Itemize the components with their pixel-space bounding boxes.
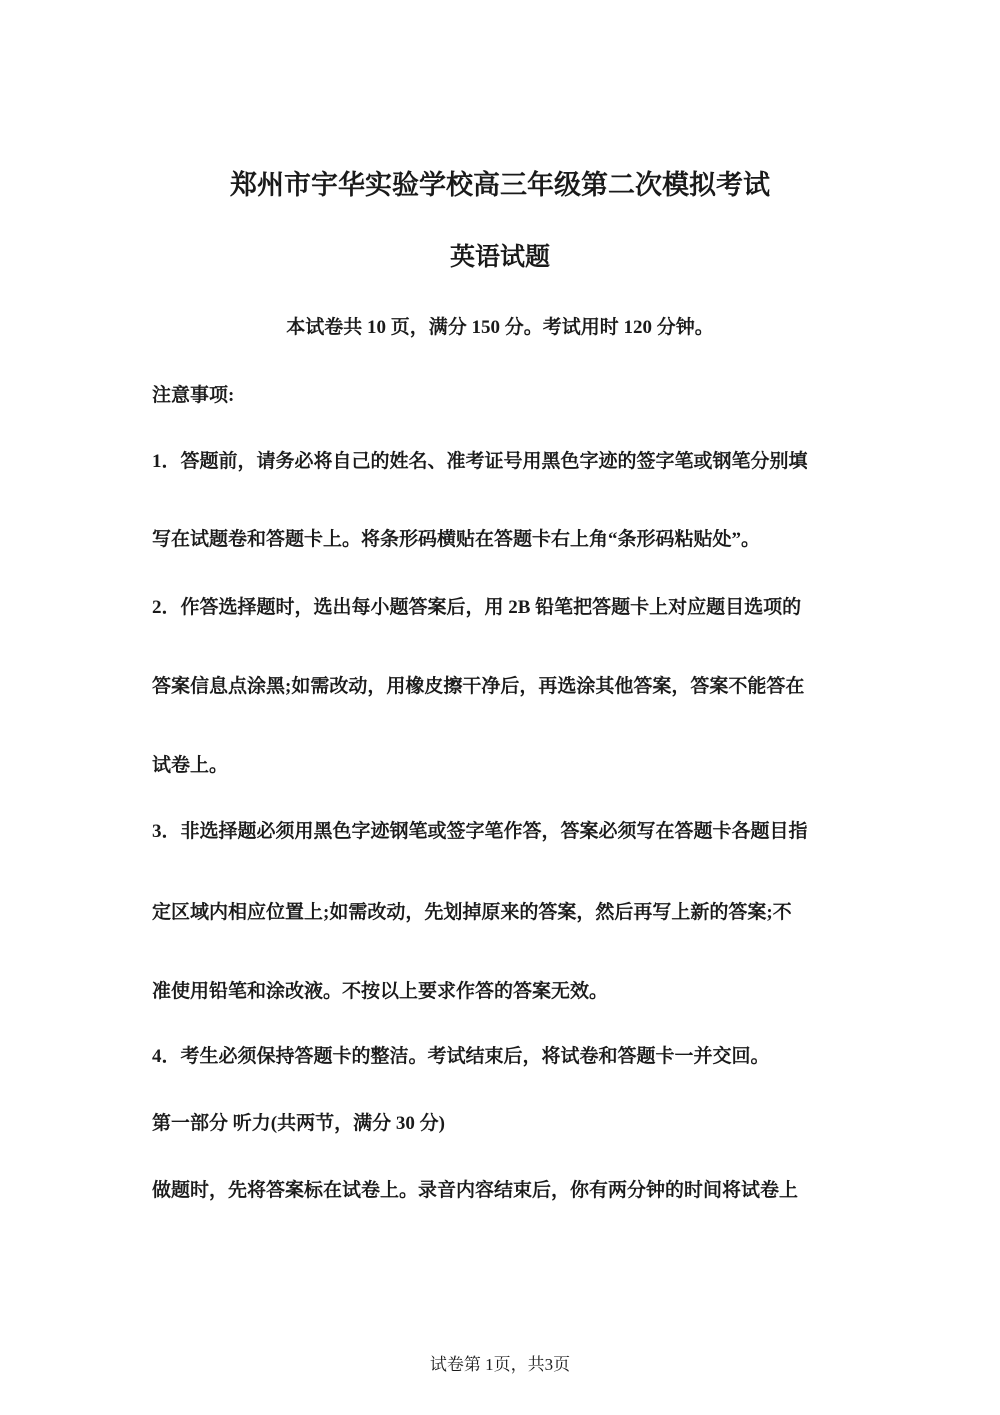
exam-title: 郑州市宇华实验学校高三年级第二次模拟考试: [230, 170, 770, 200]
body-line: 4．考生必须保持答题卡的整洁。考试结束后，将试卷和答题卡一并交回。: [152, 1046, 770, 1067]
body-line: 写在试题卷和答题卡上。将条形码横贴在答题卡右上角“条形码粘贴处”。: [152, 529, 761, 550]
body-line: 1．答题前，请务必将自己的姓名、准考证号用黑色字迹的签字笔或钢笔分别填: [152, 451, 808, 472]
body-line: 2．作答选择题时，选出每小题答案后，用 2B 铅笔把答题卡上对应题目选项的: [152, 597, 802, 618]
body-line: 做题时，先将答案标在试卷上。录音内容结束后，你有两分钟的时间将试卷上: [152, 1180, 799, 1201]
body-line: 定区域内相应位置上;如需改动，先划掉原来的答案，然后再写上新的答案;不: [152, 902, 792, 923]
notice-heading: 注意事项:: [152, 385, 235, 406]
section-heading: 第一部分 听力(共两节，满分 30 分): [152, 1113, 445, 1134]
exam-subtitle: 英语试题: [449, 244, 550, 271]
body-line: 准使用铅笔和涂改液。不按以上要求作答的答案无效。: [152, 981, 609, 1002]
body-line: 3．非选择题必须用黑色字迹钢笔或签字笔作答，答案必须写在答题卡各题目指: [152, 821, 808, 842]
page-footer: 试卷第 1页，共3页: [429, 1355, 571, 1374]
exam-intro: 本试卷共 10 页，满分 150 分。考试用时 120 分钟。: [286, 317, 714, 338]
body-line: 试卷上。: [152, 755, 229, 776]
body-line: 答案信息点涂黑;如需改动，用橡皮擦干净后，再选涂其他答案，答案不能答在: [152, 676, 805, 697]
